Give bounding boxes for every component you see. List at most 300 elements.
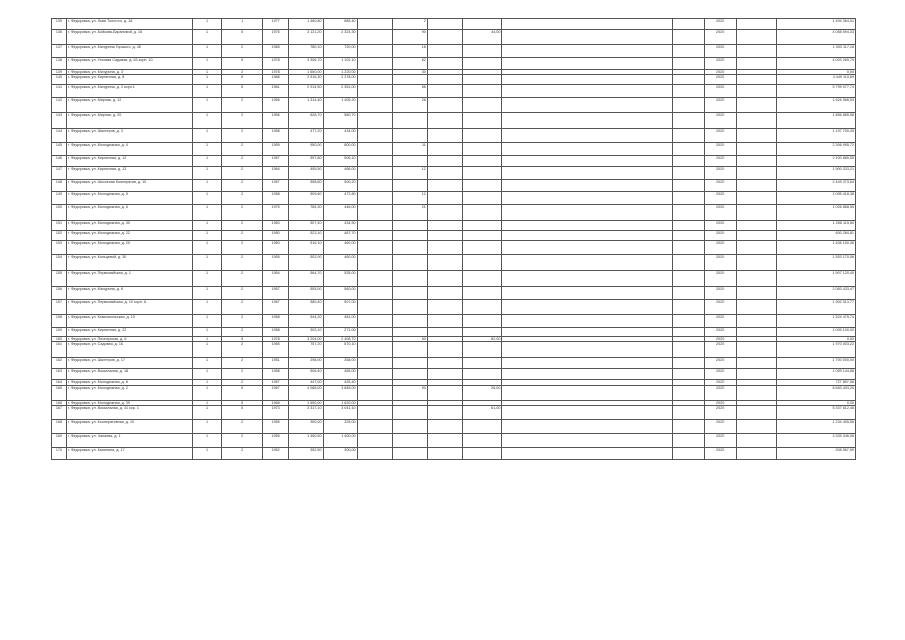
cell-addr: г. Федоровка, ул. Молодежная, д. 22 [66, 231, 192, 241]
cell-a1: 558,60 [289, 180, 323, 192]
cell-t1 [502, 385, 672, 400]
cell-residents: 26 [392, 98, 427, 113]
cell-total: 1 494 364,51 [777, 19, 856, 30]
cell-works [427, 419, 462, 433]
cell-t1 [502, 241, 672, 255]
cell-total: 1 234 405,56 [777, 419, 856, 433]
cell-t2 [672, 98, 704, 113]
cell-walls: 1 [192, 156, 222, 167]
cell-a1: 1 460,80 [289, 19, 323, 30]
cell-cost [462, 129, 501, 143]
cell-gap [736, 405, 776, 419]
cell-year: 1957 [262, 380, 289, 385]
cell-floors: 2 [222, 156, 262, 167]
cell-year: 1967 [262, 300, 289, 315]
cell-addr: г. Федоровка, ул. Кольцевой, д. 30 [66, 255, 192, 271]
table-row [52, 271, 856, 287]
cell-total: 1 266 115,60 [777, 221, 856, 231]
cell-floors: 2 [222, 98, 262, 113]
cell-floors: 2 [222, 369, 262, 380]
cell-total: 1 626 966,53 [777, 98, 856, 113]
cell-residents: 18 [392, 45, 427, 58]
cell-total: 3 339 346,08 [777, 433, 856, 447]
cell-floors: 2 [222, 205, 262, 221]
cell-a1: 1 460,50 [289, 433, 323, 447]
cell-term: 2020 [704, 58, 736, 70]
cell-walls: 1 [192, 167, 222, 180]
cell-works [427, 85, 462, 98]
cell-term: 2020 [704, 156, 736, 167]
cell-term: 2020 [704, 328, 736, 337]
cell-a2: 1 220,00 [323, 70, 357, 75]
cell-floors: 1 [222, 19, 262, 30]
cell-year: 1967 [262, 385, 289, 400]
cell-walls: 1 [192, 405, 222, 419]
cell-walls: 1 [192, 205, 222, 221]
cell-works [427, 221, 462, 231]
cell-floors: 2 [222, 315, 262, 328]
cell-lifts [357, 143, 392, 156]
cell-lifts [357, 231, 392, 241]
cell-addr: г. Федоровка, ул. Молодежная, д. 4 [66, 143, 192, 156]
cell-gap [736, 205, 776, 221]
cell-works [427, 58, 462, 70]
cell-a2: 500,20 [323, 180, 357, 192]
cell-gap [736, 98, 776, 113]
cell-t2 [672, 231, 704, 241]
cell-lifts [357, 287, 392, 300]
cell-year: 1978 [262, 58, 289, 70]
cell-n: 144 [52, 129, 67, 143]
cell-term: 2020 [704, 45, 736, 58]
cell-walls: 1 [192, 369, 222, 380]
cell-t2 [672, 419, 704, 433]
cell-t1 [502, 113, 672, 129]
cell-total: 4 003 265,79 [777, 58, 856, 70]
cell-lifts [357, 113, 392, 129]
cell-year: 1961 [262, 85, 289, 98]
cell-residents [392, 433, 427, 447]
table-row [52, 167, 856, 180]
cell-walls: 1 [192, 98, 222, 113]
cell-floors: 2 [222, 180, 262, 192]
cell-term: 2020 [704, 167, 736, 180]
cell-gap [736, 58, 776, 70]
table-row [52, 19, 856, 30]
cell-lifts [357, 447, 392, 459]
cell-cost [462, 358, 501, 369]
cell-addr: г. Федоровка, ул. Первомайская, д. 10 корп. А [66, 300, 192, 315]
cell-total: 4 449 110,69 [777, 75, 856, 85]
cell-a1: 1 650,00 [289, 400, 323, 405]
cell-works [427, 385, 462, 400]
cell-gap [736, 143, 776, 156]
cell-residents: 90 [392, 385, 427, 400]
cell-n: 160 [52, 337, 67, 342]
cell-a2: 472,80 [323, 192, 357, 205]
cell-a1: 780,10 [289, 45, 323, 58]
cell-t2 [672, 221, 704, 231]
cell-total: 0,00 [777, 400, 856, 405]
cell-t2 [672, 180, 704, 192]
cell-year: 1977 [262, 19, 289, 30]
cell-term: 2020 [704, 30, 736, 45]
cell-n: 167 [52, 405, 67, 419]
cell-cost: 61,00 [462, 405, 501, 419]
cell-residents [392, 271, 427, 287]
cell-a2: 487,70 [323, 231, 357, 241]
cell-addr: г. Федоровка, ул. Кооперативная, д. 10 [66, 419, 192, 433]
cell-residents [392, 231, 427, 241]
cell-year: 1959 [262, 143, 289, 156]
cell-a1: 502,00 [289, 255, 323, 271]
cell-t2 [672, 447, 704, 459]
cell-walls: 1 [192, 143, 222, 156]
cell-residents [392, 447, 427, 459]
cell-t2 [672, 241, 704, 255]
table-row [52, 300, 856, 315]
cell-a1: 350,00 [289, 419, 323, 433]
cell-works [427, 287, 462, 300]
cell-walls: 1 [192, 70, 222, 75]
cell-addr: г. Федоровка, ул. Молодежная, д. 2 [66, 385, 192, 400]
table-row [52, 385, 856, 400]
cell-addr: г. Федоровка, ул. Пионерская, д. 6 [66, 337, 192, 342]
cell-n: 153 [52, 241, 67, 255]
cell-total: 727 807,08 [777, 380, 856, 385]
cell-t2 [672, 156, 704, 167]
cell-floors: 2 [222, 231, 262, 241]
cell-gap [736, 45, 776, 58]
cell-cost [462, 315, 501, 328]
cell-works [427, 156, 462, 167]
cell-gap [736, 419, 776, 433]
cell-cost [462, 369, 501, 380]
cell-lifts [357, 180, 392, 192]
cell-addr: г. Федоровка, ул. Мичурина, д. 2 корп.1 [66, 85, 192, 98]
cell-t2 [672, 75, 704, 85]
cell-t2 [672, 300, 704, 315]
cell-n: 168 [52, 419, 67, 433]
cell-a1: 507,40 [289, 221, 323, 231]
cell-total: 1 003 117,18 [777, 45, 856, 58]
cell-walls: 1 [192, 328, 222, 337]
cell-gap [736, 129, 776, 143]
cell-year: 1956 [262, 113, 289, 129]
cell-t1 [502, 167, 672, 180]
cell-cost [462, 300, 501, 315]
cell-t2 [672, 143, 704, 156]
cell-gap [736, 358, 776, 369]
cell-walls: 1 [192, 433, 222, 447]
cell-cost [462, 447, 501, 459]
table-row [52, 231, 856, 241]
cell-lifts [357, 45, 392, 58]
cell-year: 1957 [262, 287, 289, 300]
cell-walls: 1 [192, 221, 222, 231]
cell-gap [736, 75, 776, 85]
cell-gap [736, 300, 776, 315]
cell-residents [392, 328, 427, 337]
cell-works [427, 241, 462, 255]
cell-a1: 784,30 [289, 205, 323, 221]
cell-year: 1964 [262, 167, 289, 180]
cell-lifts [357, 156, 392, 167]
cell-term: 2020 [704, 342, 736, 358]
cell-t2 [672, 385, 704, 400]
cell-floors: 2 [222, 167, 262, 180]
cell-year: 1957 [262, 180, 289, 192]
cell-floors: 5 [222, 58, 262, 70]
cell-gap [736, 271, 776, 287]
cell-t2 [672, 85, 704, 98]
cell-floors: 5 [222, 385, 262, 400]
cell-walls: 1 [192, 241, 222, 255]
cell-works [427, 369, 462, 380]
cell-lifts [357, 385, 392, 400]
cell-t1 [502, 358, 672, 369]
cell-cost [462, 113, 501, 129]
cell-total: 1 970 003,22 [777, 342, 856, 358]
cell-cost: 44,00 [462, 30, 501, 45]
cell-a2: 1 620,00 [323, 400, 357, 405]
cell-total: 1 099 144,88 [777, 369, 856, 380]
cell-lifts [357, 315, 392, 328]
cell-t1 [502, 30, 672, 45]
cell-a2: 1 102,10 [323, 58, 357, 70]
cell-total: 1 197 700,49 [777, 129, 856, 143]
cell-residents [392, 221, 427, 231]
cell-cost [462, 85, 501, 98]
cell-floors: 5 [222, 85, 262, 98]
table-row [52, 369, 856, 380]
cell-residents [392, 405, 427, 419]
cell-n: 170 [52, 447, 67, 459]
cell-addr: г. Федоровка, ул. Мичурина, д. 6 [66, 287, 192, 300]
cell-n: 148 [52, 180, 67, 192]
cell-gap [736, 180, 776, 192]
cell-n: 155 [52, 271, 67, 287]
cell-total: 5 799 077,74 [777, 85, 856, 98]
cell-n: 164 [52, 380, 67, 385]
cell-gap [736, 113, 776, 129]
table-row [52, 205, 856, 221]
cell-t1 [502, 419, 672, 433]
table-row [52, 358, 856, 369]
cell-a2: 268,00 [323, 358, 357, 369]
cell-year: 1955 [262, 433, 289, 447]
cell-a1: 2 914,50 [289, 85, 323, 98]
cell-addr: г. Федоровка, ул. Садовая, д. 16 [66, 342, 192, 358]
cell-works [427, 271, 462, 287]
cell-term: 2020 [704, 400, 736, 405]
cell-addr: г. Федоровка, ул. Молодежная, д. 6 [66, 205, 192, 221]
cell-gap [736, 221, 776, 231]
cell-n: 163 [52, 369, 67, 380]
cell-t2 [672, 369, 704, 380]
cell-n: 159 [52, 328, 67, 337]
cell-walls: 1 [192, 380, 222, 385]
cell-t1 [502, 231, 672, 241]
cell-addr: г. Федоровка, ул. Школьная Кооператив, д. 10 [66, 180, 192, 192]
cell-term: 2020 [704, 98, 736, 113]
cell-a1: 555,00 [289, 287, 323, 300]
cell-term: 2020 [704, 192, 736, 205]
cell-cost [462, 98, 501, 113]
cell-works [427, 113, 462, 129]
cell-t2 [672, 129, 704, 143]
cell-term: 2020 [704, 70, 736, 75]
cell-lifts [357, 58, 392, 70]
cell-a2: 460,00 [323, 241, 357, 255]
cell-residents [392, 129, 427, 143]
cell-residents: 12 [392, 192, 427, 205]
cell-a2: 446,00 [323, 205, 357, 221]
cell-lifts [357, 419, 392, 433]
cell-t1 [502, 205, 672, 221]
cell-lifts [357, 358, 392, 369]
cell-total: 1 524 475,74 [777, 315, 856, 328]
cell-addr: г. Федоровка, ул. Вокзальная, д. 41 кор. 1 [66, 405, 192, 419]
cell-t1 [502, 19, 672, 30]
cell-a2: 2 378,00 [323, 75, 357, 85]
cell-floors: 5 [222, 30, 262, 45]
cell-term: 2020 [704, 205, 736, 221]
cell-addr: г. Федоровка, ул. Комсомольская, д. 10 [66, 315, 192, 328]
cell-t2 [672, 58, 704, 70]
cell-term: 2020 [704, 180, 736, 192]
cell-cost [462, 45, 501, 58]
cell-works [427, 447, 462, 459]
cell-year: 1950 [262, 221, 289, 231]
cell-lifts [357, 205, 392, 221]
cell-year: 1951 [262, 358, 289, 369]
cell-t1 [502, 129, 672, 143]
table-row [52, 113, 856, 129]
cell-residents: 30 [392, 70, 427, 75]
cell-a1: 1 650,00 [289, 70, 323, 75]
cell-term: 2020 [704, 113, 736, 129]
cell-cost [462, 271, 501, 287]
cell-addr: г. Федоровка, ул. Калинина, д. 17 [66, 447, 192, 459]
cell-residents [392, 180, 427, 192]
cell-t1 [502, 328, 672, 337]
cell-gap [736, 192, 776, 205]
cell-addr: г. Федоровка, ул. Молодежная, д. 5 [66, 192, 192, 205]
cell-t1 [502, 369, 672, 380]
cell-a1: 1 314,40 [289, 98, 323, 113]
cell-term: 2020 [704, 221, 736, 231]
cell-cost: 82,00 [462, 337, 501, 342]
cell-works [427, 98, 462, 113]
cell-n: 161 [52, 342, 67, 358]
cell-t1 [502, 75, 672, 85]
cell-total: 1 902 313,77 [777, 300, 856, 315]
cell-t1 [502, 45, 672, 58]
cell-n: 145 [52, 143, 67, 156]
cell-term: 2020 [704, 315, 736, 328]
cell-a1: 4 068,00 [289, 385, 323, 400]
cell-total: 1 900 333,21 [777, 167, 856, 180]
cell-a1: 298,00 [289, 358, 323, 369]
cell-lifts [357, 30, 392, 45]
cell-year: 1950 [262, 241, 289, 255]
cell-a2: 2 408,70 [323, 337, 357, 342]
cell-a2: 670,10 [323, 342, 357, 358]
cell-cost [462, 433, 501, 447]
cell-walls: 1 [192, 400, 222, 405]
cell-gap [736, 85, 776, 98]
cell-a1: 757,20 [289, 342, 323, 358]
cell-year: 1958 [262, 369, 289, 380]
cell-t2 [672, 271, 704, 287]
cell-addr: г. Федоровка, ул. Кирпичная, д. 13 [66, 167, 192, 180]
cell-addr: г. Федоровка, ул. Шахтеров, д. 17 [66, 358, 192, 369]
cell-a1: 3 306,70 [289, 58, 323, 70]
cell-term: 2020 [704, 433, 736, 447]
cell-works [427, 405, 462, 419]
cell-a1: 523,10 [289, 231, 323, 241]
cell-gap [736, 369, 776, 380]
cell-addr: г. Федоровка, ул. Кирпичная, д. 22 [66, 328, 192, 337]
cell-a1: 950,00 [289, 143, 323, 156]
cell-residents: 60 [392, 337, 427, 342]
cell-t1 [502, 433, 672, 447]
cell-cost [462, 287, 501, 300]
cell-year: 1956 [262, 98, 289, 113]
table-row [52, 192, 856, 205]
cell-a2: 2 324,30 [323, 30, 357, 45]
cell-addr: г. Федоровка, ул. Молодежная, д. 30 [66, 221, 192, 231]
cell-lifts [357, 328, 392, 337]
cell-year: 1958 [262, 315, 289, 328]
cell-total: 5 337 612,48 [777, 405, 856, 419]
cell-walls: 1 [192, 342, 222, 358]
cell-a1: 2 516,30 [289, 75, 323, 85]
cell-floors: 2 [222, 70, 262, 75]
cell-floors: 5 [222, 337, 262, 342]
cell-total: 8 683 403,26 [777, 385, 856, 400]
cell-n: 136 [52, 30, 67, 45]
cell-addr: г. Федоровка, ул. Молодежная, д. 39 [66, 400, 192, 405]
cell-n: 154 [52, 255, 67, 271]
cell-floors: 2 [222, 113, 262, 129]
table-row [52, 129, 856, 143]
cell-lifts [357, 342, 392, 358]
cell-floors: 5 [222, 400, 262, 405]
cell-addr: г. Федоровка, ул. Первомайская, д. 1 [66, 271, 192, 287]
cell-year: 1965 [262, 45, 289, 58]
cell-a2: 580,70 [323, 113, 357, 129]
cell-n: 141 [52, 85, 67, 98]
cell-t2 [672, 287, 704, 300]
cell-walls: 1 [192, 255, 222, 271]
cell-t1 [502, 447, 672, 459]
cell-cost [462, 205, 501, 221]
cell-term: 2020 [704, 19, 736, 30]
cell-floors: 5 [222, 75, 262, 85]
cell-works [427, 205, 462, 221]
table-row [52, 30, 856, 45]
cell-term: 2020 [704, 385, 736, 400]
cell-floors: 2 [222, 342, 262, 358]
cell-residents [392, 75, 427, 85]
cell-works [427, 19, 462, 30]
table-row [52, 433, 856, 447]
cell-residents [392, 113, 427, 129]
cell-a1: 597,80 [289, 156, 323, 167]
cell-a2: 800,00 [323, 143, 357, 156]
